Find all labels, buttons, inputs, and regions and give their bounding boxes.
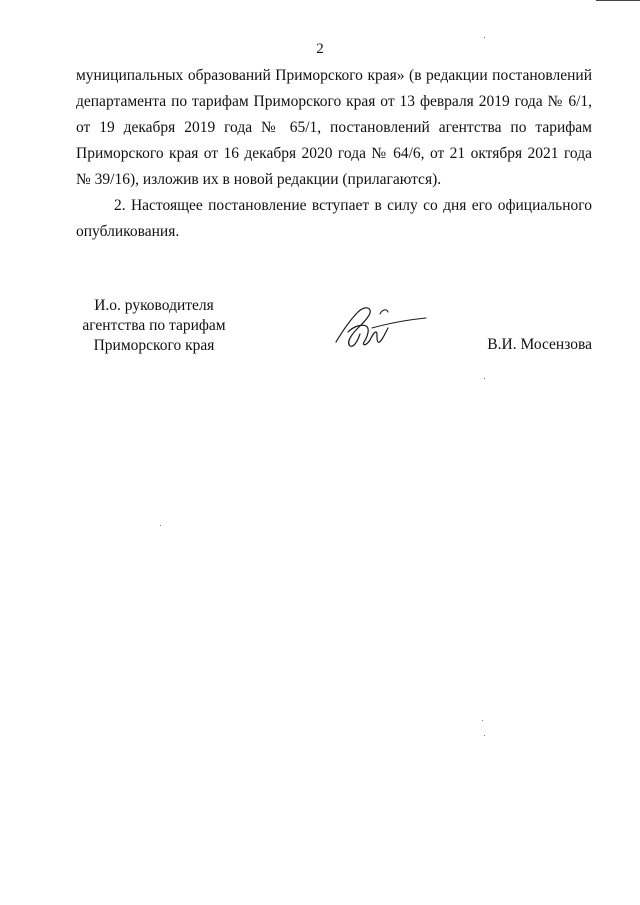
signer-name: В.И. Мосензова [487, 336, 592, 353]
signatory-position [78, 296, 230, 356]
paragraph-line: 2. Настоящее постановление вступает в силу со дня его официального [114, 197, 592, 214]
position-line: агентства по тарифам [82, 317, 226, 334]
paragraph-line: от 19 декабря 2019 года № 65/1, постановлений агентства по тарифам [76, 119, 592, 136]
paragraph-line: № 39/16), изложив их в новой редакции (прилагаются). [76, 171, 442, 188]
paragraph-line: Приморского края от 16 декабря 2020 года № 64/6, от 21 октября 2021 года [76, 145, 592, 162]
position-line: Приморского края [93, 337, 215, 354]
scan-speck [160, 525, 161, 526]
top-edge-rule [596, 0, 640, 1]
scan-speck [482, 720, 483, 721]
position-line: И.о. руководителя [94, 297, 214, 314]
document-body [76, 63, 592, 245]
paragraph-line: муниципальных образований Приморского края» (в редакции постановлений [76, 67, 592, 84]
paragraph-continuation [76, 63, 592, 193]
paragraph-line: опубликования. [76, 223, 180, 240]
handwritten-signature [328, 302, 428, 354]
paragraph-line: департамента по тарифам Приморского края от 13 февраля 2019 года № 6/1, [76, 93, 592, 110]
scan-speck [484, 378, 485, 379]
page-number: 2 [316, 41, 324, 57]
paragraph-effective-date [76, 193, 592, 245]
scan-speck [484, 735, 485, 736]
scan-speck [484, 37, 485, 38]
